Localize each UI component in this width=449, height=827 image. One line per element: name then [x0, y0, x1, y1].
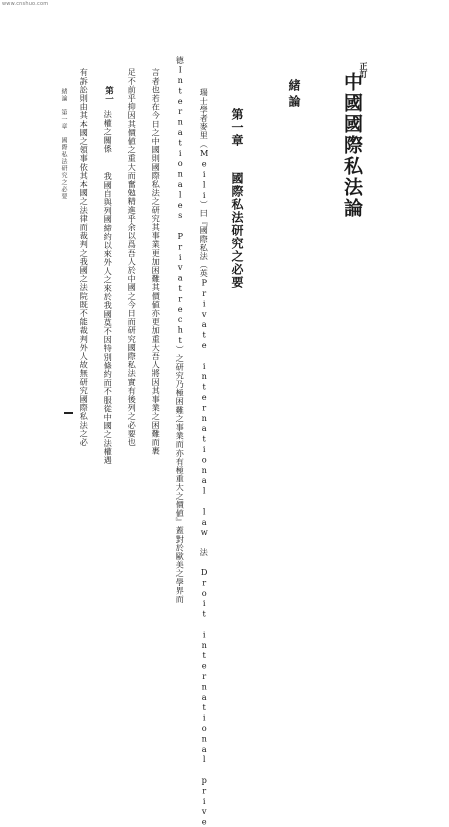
- running-footer: 緒論 第一章 國際私法研究之必要: [60, 88, 67, 200]
- body-text-line: 言者也若在今日之中國則國際私法之研究其事業更加困難其價値亦更加重大吾人將因其事業之困難而裹: [151, 68, 162, 455]
- chapter-number: 第一章: [230, 108, 244, 147]
- body-text-line: 有訴訟則由其本國之領事依其本國之法律而裁判之我國之法院既不能裁判外人故無研究國際私法之必: [79, 68, 90, 447]
- body-text-line: 足不前乎抑因其價値之重大而奮勉精進乎余以爲吾人於中國之今日而研究國際私法實有後列之必要也: [127, 68, 138, 447]
- chapter-title: 國際私法研究之必要: [230, 172, 244, 289]
- body-text-line: 我國自與列國締約以來外人之來於我國莫不因特別條約而不服從中國之法權遇: [103, 172, 114, 465]
- intro-heading: 緒論: [287, 79, 301, 111]
- section-number: 第一: [103, 86, 114, 103]
- title-prefix: 正訂: [359, 62, 369, 78]
- book-title: 中國國際私法論: [341, 72, 363, 219]
- body-text-line: 瑞士學者麥里（Meili）曰『國際私法（英Private international law 法 Droit international prive: [199, 88, 210, 827]
- body-text-line: 德Internationales Privatrecht）之研究乃極困難之事業而亦有極重大之價値』蓋對於歐美之學界而: [175, 56, 186, 604]
- watermark-text: www.cnshuo.com: [2, 1, 49, 7]
- page-number: [64, 412, 73, 414]
- section-title: 法權之關係: [103, 110, 114, 153]
